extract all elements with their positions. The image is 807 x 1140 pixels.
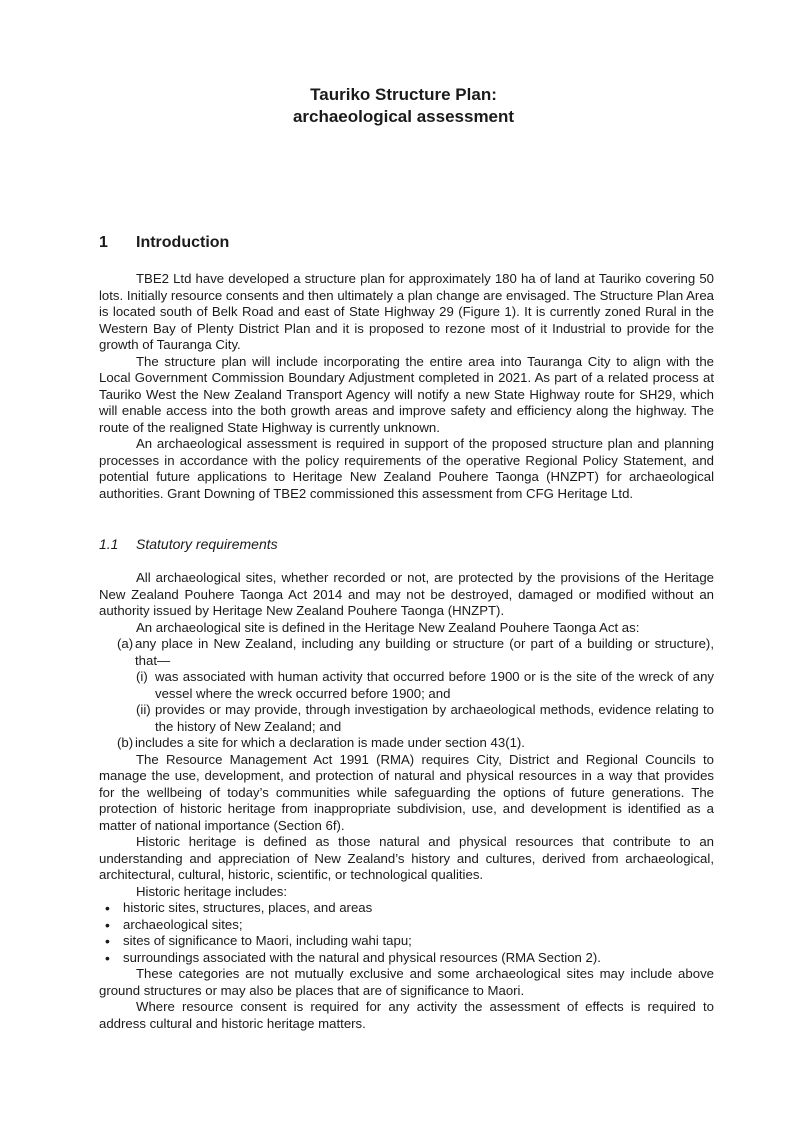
section-1-number: 1 bbox=[99, 234, 108, 251]
definition-item-ii bbox=[99, 702, 714, 735]
document-title bbox=[0, 84, 807, 128]
statutory-paragraph: Where resource consent is required for any activity the assessment of effects is required to address cultural and historic heritage matters. bbox=[99, 999, 714, 1031]
definition-item-a bbox=[99, 636, 714, 669]
list-item-text: was associated with human activity that occurred before 1900 or is the site of the wreck of any vessel where the wreck occurred before 1900; and bbox=[155, 669, 714, 701]
bullet-item: • archaeological sites; bbox=[99, 917, 714, 934]
definition-item-b bbox=[99, 735, 714, 752]
section-1-heading bbox=[99, 234, 229, 252]
statutory-body bbox=[99, 570, 714, 1032]
statutory-paragraph: An archaeological site is defined in the Heritage New Zealand Pouhere Taonga Act as: bbox=[136, 619, 640, 635]
definition-list bbox=[99, 735, 714, 752]
bullet-item: • surroundings associated with the natural and physical resources (RMA Section 2). bbox=[99, 950, 714, 967]
introduction-body bbox=[99, 271, 714, 502]
list-item-text: includes a site for which a declaration is made under section 43(1). bbox=[135, 735, 525, 750]
list-item-text: any place in New Zealand, including any building or structure (or part of a building or structure), that— bbox=[135, 636, 714, 668]
bullet-item: • historic sites, structures, places, and areas bbox=[99, 900, 714, 917]
statutory-paragraph: All archaeological sites, whether recorded or not, are protected by the provisions of the Heritage New Zealand Pouhere Taonga Act 2014 and may not be destroyed, damaged or modified without an authority issued by Heritage New Zealand Pouhere Taonga (HNZPT). bbox=[99, 570, 714, 618]
list-marker: (ii) bbox=[136, 702, 151, 717]
intro-paragraph: The structure plan will include incorporating the entire area into Tauranga City to align with the Local Government Commission Boundary Adjustment completed in 2021. As part of a related process at Tauriko West the New Zealand Transport Agency will notify a new State Highway route for SH29, which will enable access into the both growth areas and improve safety and efficiency along the highway. The route of the realigned State Highway is currently unknown. bbox=[99, 353, 714, 435]
title-line-2: archaeological assessment bbox=[292, 107, 515, 126]
definition-sublist bbox=[99, 669, 714, 735]
statutory-paragraph: Historic heritage includes: bbox=[136, 883, 287, 899]
section-1-1-title: Statutory requirements bbox=[136, 536, 278, 552]
statutory-paragraph: These categories are not mutually exclusive and some archaeological sites may include above ground structures or may also be places that are of significance to Maori. bbox=[99, 966, 714, 998]
bullet-item: • sites of significance to Maori, including wahi tapu; bbox=[99, 933, 714, 950]
intro-paragraph: An archaeological assessment is required in support of the proposed structure plan and planning processes in accordance with the policy requirements of the operative Regional Policy Statement, and potential future applications to Heritage New Zealand Pouhere Taonga (HNZPT) for archaeological authorities. Grant Downing of TBE2 commissioned this assessment from CFG Heritage Ltd. bbox=[99, 436, 714, 501]
statutory-paragraph: Historic heritage is defined as those natural and physical resources that contribute to an understanding and appreciation of New Zealand’s history and cultures, derived from archaeological, architectural, cultural, historic, scientific, or technological qualities. bbox=[99, 834, 714, 882]
title-line-1: Tauriko Structure Plan: bbox=[310, 85, 497, 104]
statutory-paragraph: The Resource Management Act 1991 (RMA) requires City, District and Regional Councils to manage the use, development, and protection of natural and physical resources in a way that provides for the wellbeing of today’s communities while safeguarding the options of future generations. The protection of historic heritage from inappropriate subdivision, use, and development is identified as a matter of national importance (Section 6f). bbox=[99, 751, 714, 833]
intro-paragraph: TBE2 Ltd have developed a structure plan for approximately 180 ha of land at Tauriko covering 50 lots. Initially resource consents and then ultimately a plan change are envisaged. The Structure Plan Area is located south of Belk Road and east of State Highway 29 (Figure 1). It is currently zoned Rural in the Western Bay of Plenty District Plan and it is proposed to rezone most of it Industrial to provide for the growth of Tauranga City. bbox=[99, 271, 714, 352]
list-item-text: provides or may provide, through investigation by archaeological methods, evidence relating to the history of New Zealand; and bbox=[155, 702, 714, 734]
list-marker: (b) bbox=[117, 735, 134, 750]
section-1-title: Introduction bbox=[136, 234, 230, 251]
list-marker: (i) bbox=[136, 669, 148, 684]
list-marker: (a) bbox=[117, 636, 134, 651]
definition-item-i bbox=[99, 669, 714, 702]
section-1-1-number: 1.1 bbox=[99, 536, 119, 552]
heritage-bullet-list bbox=[99, 900, 714, 966]
definition-list bbox=[99, 636, 714, 669]
section-1-1-heading bbox=[99, 536, 278, 552]
